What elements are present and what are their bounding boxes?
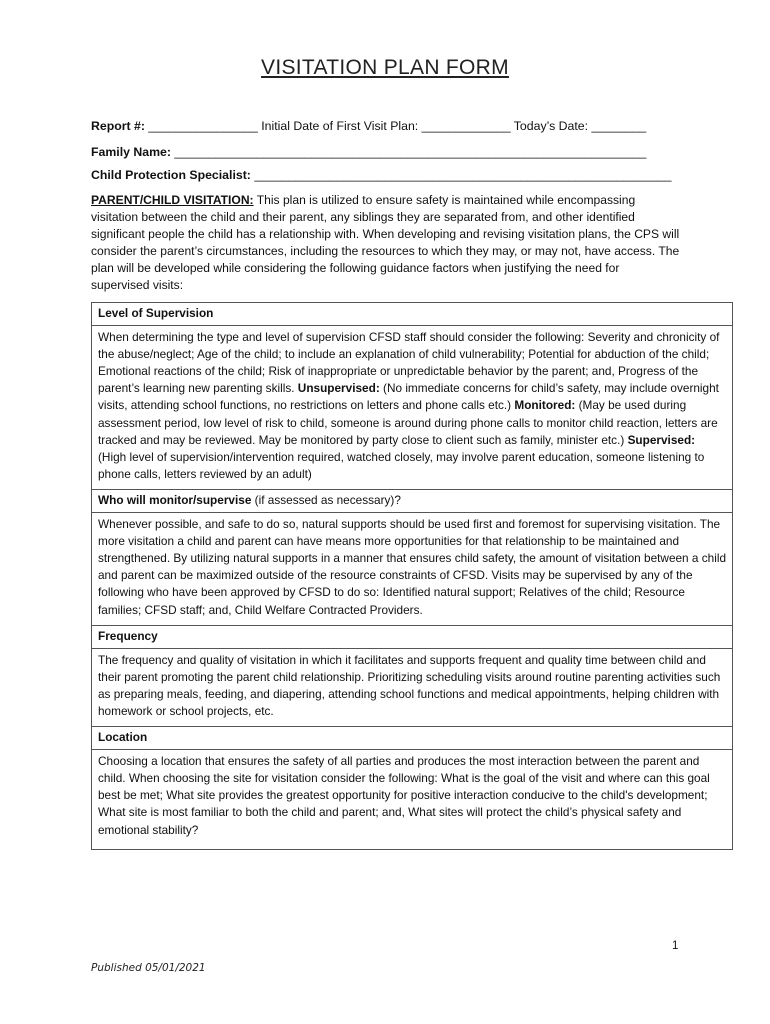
who-heading-text: Who will monitor/supervise bbox=[98, 492, 252, 507]
guidance-table bbox=[91, 302, 733, 850]
level-text-4: (High level of supervision/intervention required, watched closely, may involve parent education, someone listening to phone calls, letters reviewed by an adult) bbox=[98, 449, 705, 481]
family-name-label: Family Name: bbox=[91, 145, 171, 159]
location-heading: Location bbox=[92, 726, 732, 749]
report-line bbox=[91, 119, 646, 133]
initial-date-label: Initial Date of First Visit Plan: bbox=[261, 119, 419, 133]
page-title: VISITATION PLAN FORM bbox=[261, 56, 509, 79]
who-heading bbox=[92, 489, 732, 512]
report-field[interactable]: ________________ bbox=[148, 119, 258, 133]
report-label: Report #: bbox=[91, 119, 145, 133]
level-heading: Level of Supervision bbox=[98, 306, 214, 320]
intro-text: This plan is utilized to ensure safety is maintained while encompassing visitation between the child and their parent, any siblings they are separated from, and other identified significant people the child has a relationship with. When developing and revising visitation plans, the CPS will consider the parent’s circumstances, including the resources to which they may, or may not, have access. The plan will be developed while considering the following guidance factors when justifying the need for supervised visits: bbox=[91, 193, 680, 293]
level-text-3: (May be used during assessment period, low level of risk to child, someone is around during phone calls to monitor child reaction, letters are tracked and may be reviewed. May be monitored by party close to client such as family, minister etc.) bbox=[98, 398, 718, 447]
initial-date-field[interactable]: _____________ bbox=[421, 119, 511, 133]
level-body bbox=[92, 325, 732, 489]
frequency-body: The frequency and quality of visitation in which it facilitates and supports frequent and quality time between child and their parent promoting the parent child relationship. Prioritizing scheduling visits around routine parenting activities such as preparing meals, feeding, and diapering, attending school functions and medical appointments, helping children with homework or school projects, etc. bbox=[92, 648, 732, 726]
location-body: Choosing a location that ensures the safety of all parties and produces the most interaction between the parent and child. When choosing the site for visitation consider the following: What is the goal of the visit and where can this goal best be met; What site provides the greatest opportunity for positive interaction conducive to the child's development; What site is most familiar to both the child and parent; and, What sites will protect the child’s physical safety and emotional stability? bbox=[92, 749, 732, 848]
todays-date-label: Today’s Date: bbox=[513, 119, 589, 133]
who-body: Whenever possible, and safe to do so, natural supports should be used first and foremost for supervising visitation. The more visitation a child and parent can have means more opportunities for that relationship to be maintained and strengthened. By utilizing natural supports in a manner that ensures child safety, the amount of visitation between a child and parent can be maximized outside of the resource constraints of CFSD. Visits may be supervised by any of the following who have been approved by CFSD to do so: Identified natural support; Relatives of the child; Resource families; CFSD staff; and, Child Welfare Contracted Providers. bbox=[92, 512, 732, 625]
todays-date-field[interactable]: ________ bbox=[591, 119, 647, 133]
intro-paragraph bbox=[91, 192, 681, 295]
supervised-label: Supervised: bbox=[627, 432, 696, 447]
frequency-heading: Frequency bbox=[92, 625, 732, 648]
specialist-label: Child Protection Specialist: bbox=[91, 168, 251, 182]
published-footer: Published 05/01/2021 bbox=[91, 962, 206, 974]
monitored-label: Monitored: bbox=[514, 398, 576, 413]
unsupervised-label: Unsupervised: bbox=[297, 381, 380, 396]
intro-lead: PARENT/CHILD VISITATION: bbox=[91, 193, 254, 207]
specialist-line bbox=[91, 168, 672, 182]
family-name-field[interactable]: _____________________________________________________________________ bbox=[174, 145, 647, 159]
family-name-line bbox=[91, 145, 646, 159]
specialist-field[interactable]: _____________________________________________________________ bbox=[254, 168, 672, 182]
who-heading-note: (if assessed as necessary)? bbox=[251, 492, 401, 507]
level-text-1: When determining the type and level of supervision CFSD staff should consider the following: Severity and chronicity of the abuse/neglect; Age of the child; to include an explanation of child vulnerability; Potential for abduction of the child; Emotional reactions of the child; Risk of inappropriate or unpredictable behavior by the parent; and, Progress of the parent’s learning new parenting skills. bbox=[98, 330, 720, 396]
page-number: 1 bbox=[672, 940, 679, 952]
level-text-2: (No immediate concerns for child’s safety, may include overnight visits, attending school functions, no restrictions on letters and phone calls etc.) bbox=[98, 381, 719, 413]
